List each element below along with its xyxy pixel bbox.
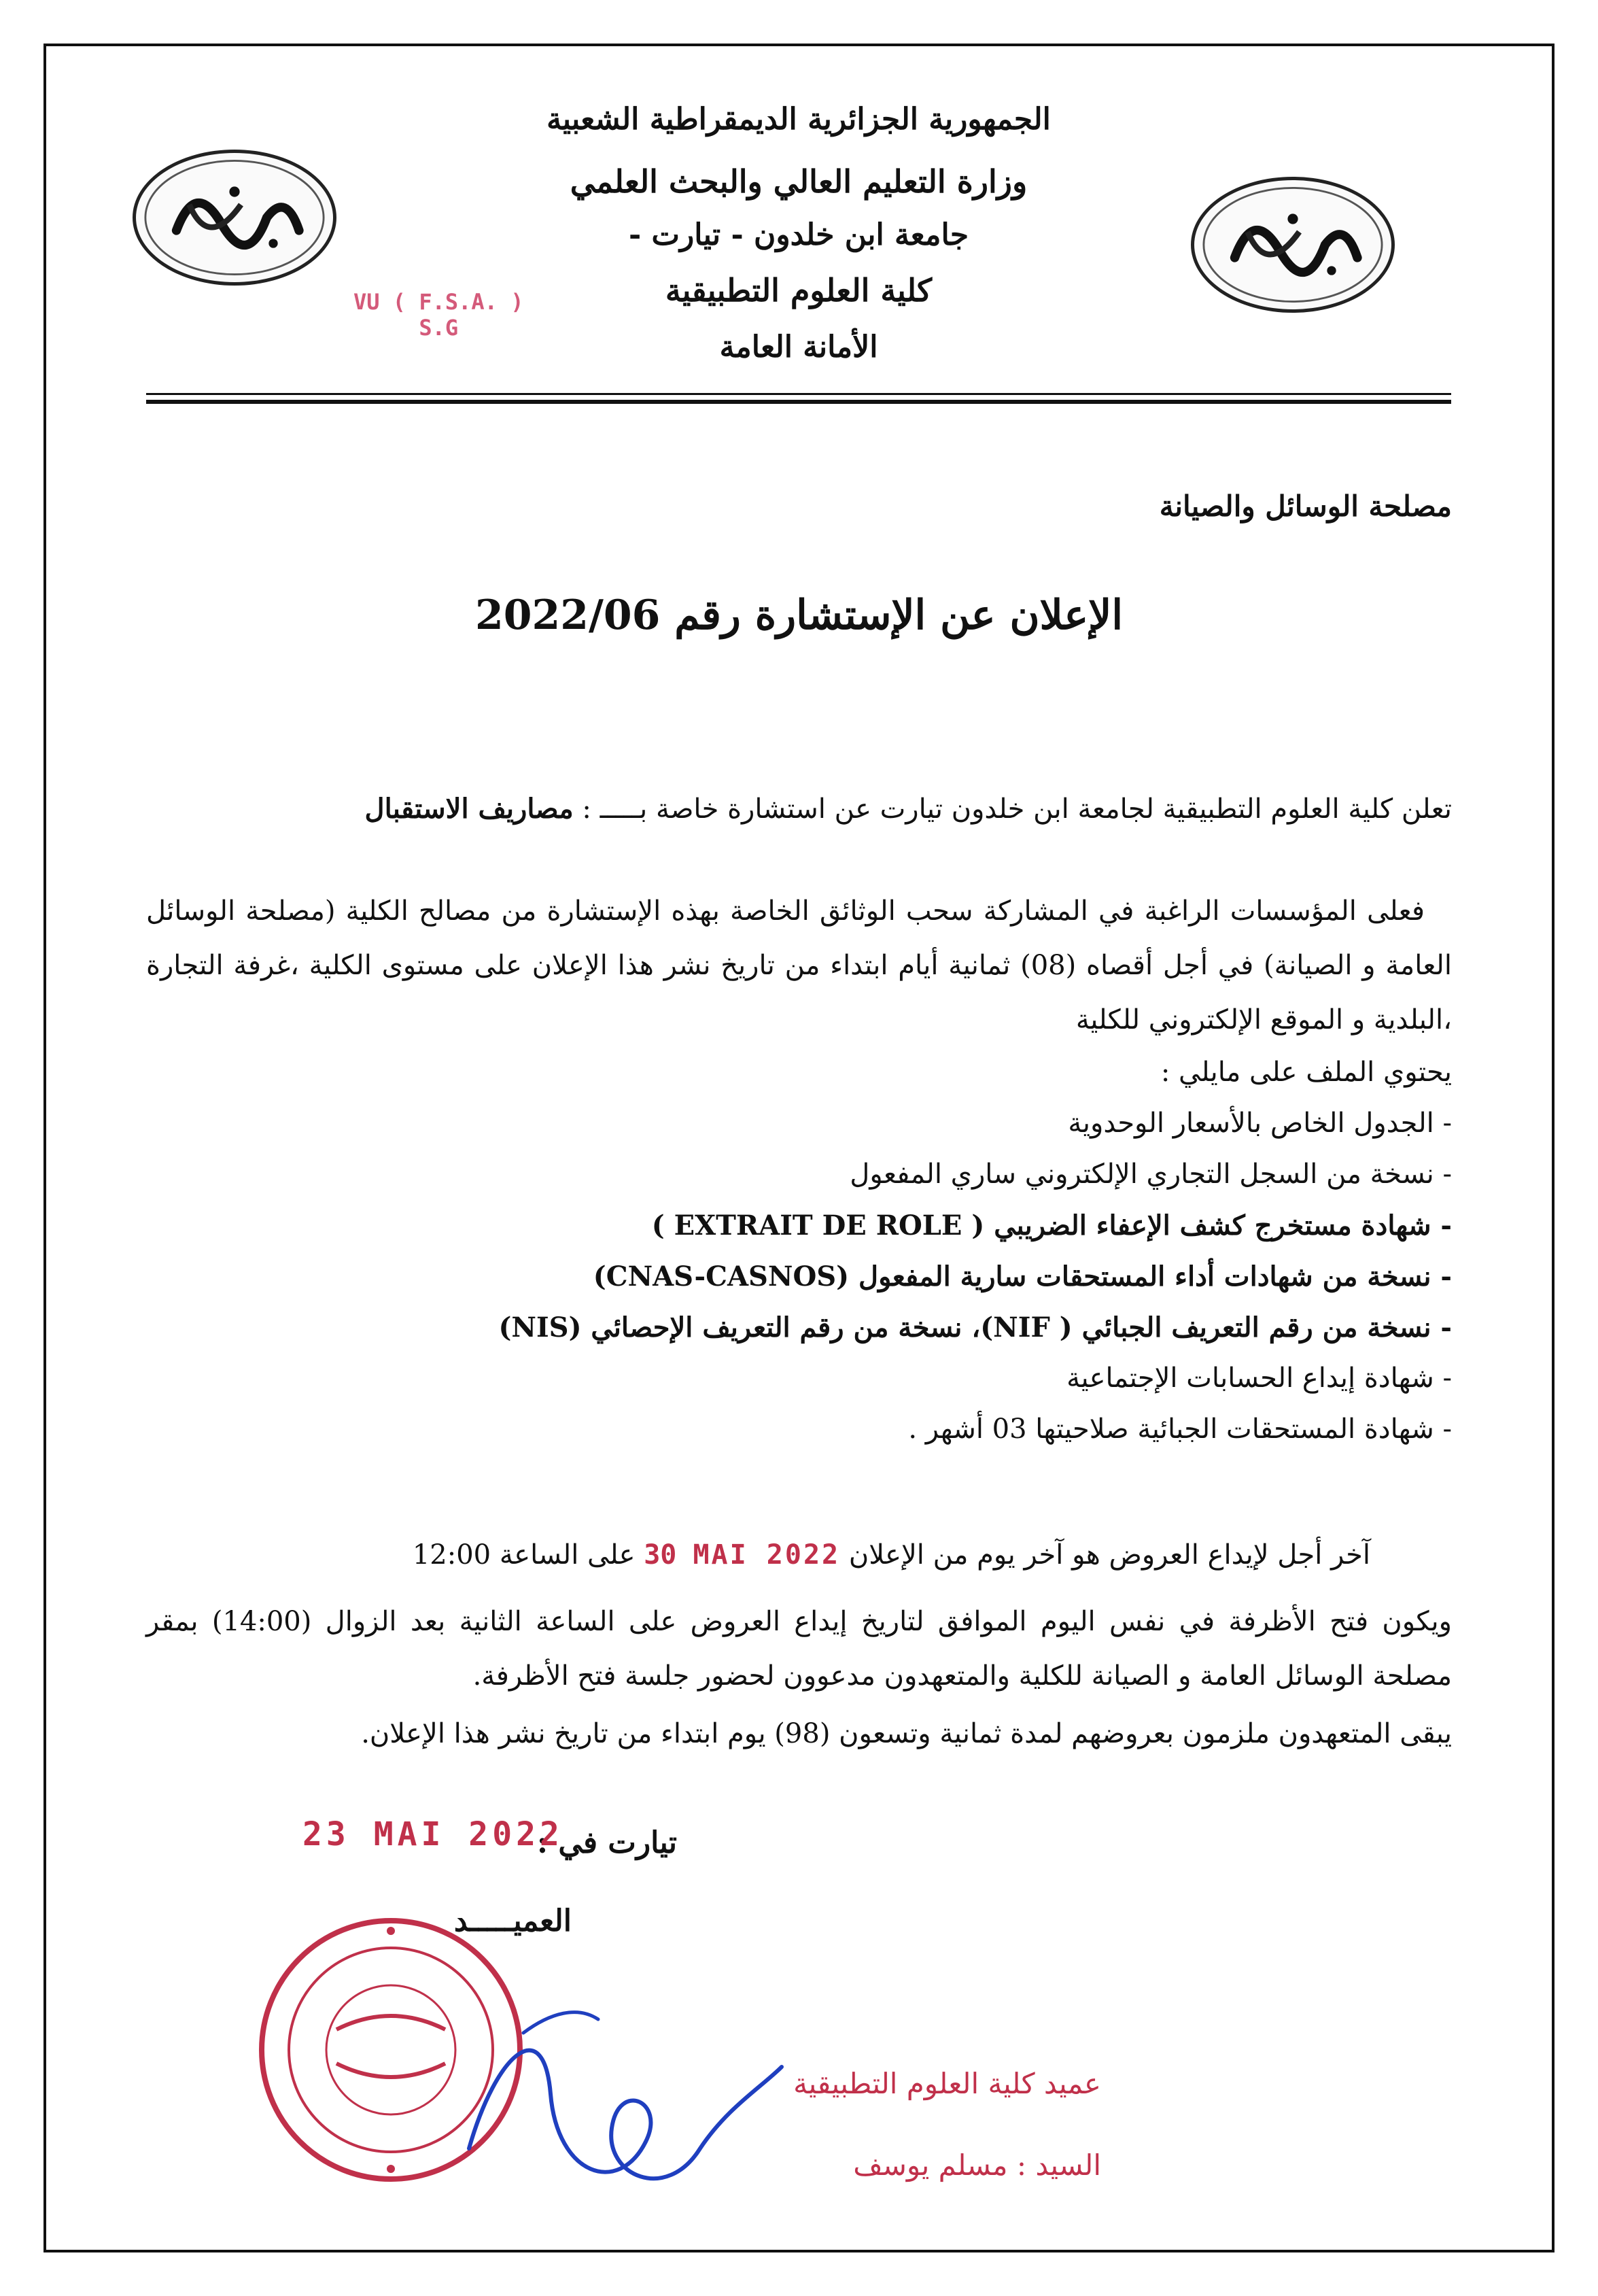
vu-stamp-line1: VU ( F.S.A. ) (353, 289, 524, 315)
place-date-stamp: 23 MAI 2022 (302, 1815, 563, 1853)
deadline-paragraph (146, 1533, 1452, 1577)
secretariat-header: الأمانة العامة (719, 330, 878, 364)
intro-paragraph (146, 782, 1452, 836)
signature-stamp-name: السيد : مسلم يوسف (853, 2148, 1101, 2182)
intro-subject: مصاريف الاستقبال (364, 793, 574, 825)
list-item: - نسخة من رقم التعريف الجبائي ( NIF)، نسخة من رقم التعريف الإحصائي (NIS) (498, 1312, 1452, 1343)
vu-stamp-line2: S.G (419, 315, 459, 341)
faculty-header: كلية العلوم التطبيقية (665, 272, 933, 309)
calligraphy-seal-icon (136, 153, 333, 282)
deadline-text: آخر أجل لإيداع العروض هو آخر يوم من الإعلان (848, 1539, 1370, 1571)
file-contents-list (146, 1047, 1452, 1455)
document-title: الإعلان عن الإستشارة رقم 2022/06 (474, 592, 1124, 639)
header-divider (146, 393, 1451, 395)
ministry-header: وزارة التعليم العالي والبحث العلمي (570, 163, 1028, 200)
list-item: - نسخة من شهادات أداء المستحقات سارية المفعول (CNAS-CASNOS) (593, 1261, 1452, 1292)
intro-text: تعلن كلية العلوم التطبيقية لجامعة ابن خلدون تيارت عن استشارة خاصة بـــــ : (582, 793, 1452, 825)
file-contents-label: يحتوي الملف على مايلي : (1160, 1057, 1452, 1088)
signature-stamp-title: عميد كلية العلوم التطبيقية (793, 2067, 1101, 2100)
republic-header: الجمهورية الجزائرية الديمقراطية الشعبية (546, 102, 1051, 137)
list-item: - شهادة المستحقات الجبائية صلاحيتها 03 أشهر . (908, 1413, 1452, 1445)
deadline-time: على الساعة 12:00 (412, 1539, 636, 1571)
deadline-date-stamp: 30 MAI 2022 (644, 1539, 841, 1571)
list-item: - شهادة إيداع الحسابات الإجتماعية (1066, 1363, 1452, 1394)
body-text: فعلى المؤسسات الراغبة في المشاركة سحب الوثائق الخاصة بهذه الإستشارة من مصالح الكلية (مصلحة الوسائل العامة و الصيانة) في أجل أقصاه (08) ثمانية أيام ابتداء من تاريخ نشر هذا الإعلان على مستوى الكلية ،غرفة التجارة ،البلدية و الموقع الإلكتروني للكلية (146, 895, 1452, 1035)
dean-label: العميـــــد (453, 1904, 572, 1938)
validity-paragraph: يبقى المتعهدون ملزمون بعروضهم لمدة ثمانية وتسعون (98) يوم ابتداء من تاريخ نشر هذا الإعلان. (361, 1718, 1452, 1749)
body-paragraph (146, 884, 1452, 1047)
service-name: مصلحة الوسائل والصيانة (1159, 490, 1452, 523)
university-logo-left (133, 150, 336, 286)
header-divider-thick (146, 400, 1451, 404)
list-item: - الجدول الخاص بالأسعار الوحدوية (1068, 1108, 1452, 1139)
university-logo-right (1191, 177, 1395, 313)
university-header: جامعة ابن خلدون - تيارت - (628, 218, 969, 252)
list-item: - شهادة مستخرج كشف الإعفاء الضريبي ( EXTRAIT DE ROLE ) (651, 1210, 1452, 1241)
place-date-label: تيارت في : (536, 1826, 677, 1860)
list-item: - نسخة من السجل التجاري الإلكتروني ساري المفعول (850, 1159, 1452, 1190)
opening-paragraph: ويكون فتح الأظرفة في نفس اليوم الموافق لتاريخ إيداع العروض على الساعة الثانية بعد الزوال (14:00) بمقر مصلحة الوسائل العامة و الصيانة للكلية والمتعهدون مدعوون لحضور جلسة فتح الأظرفة. (146, 1606, 1452, 1692)
handwritten-signature (442, 1972, 795, 2223)
calligraphy-seal-icon (1194, 180, 1391, 309)
